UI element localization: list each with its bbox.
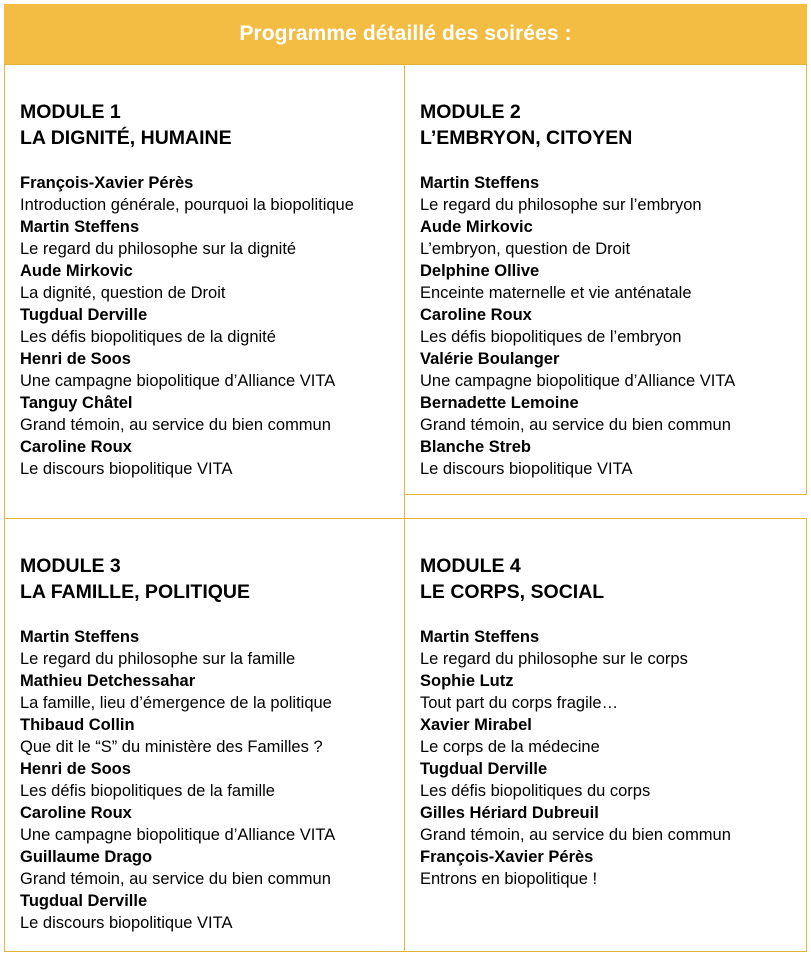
session-item	[420, 216, 802, 260]
speaker-name: Delphine Ollive	[420, 262, 540, 280]
speaker-name: Xavier Mirabel	[420, 716, 532, 734]
session-topic: Grand témoin, au service du bien commun	[20, 870, 331, 888]
speaker-name: Bernadette Lemoine	[420, 394, 579, 412]
module-label: MODULE 1	[20, 101, 121, 123]
session-item	[420, 714, 802, 758]
session-item	[420, 846, 802, 890]
speaker-name: Gilles Hériard Dubreuil	[420, 804, 599, 822]
session-item	[420, 348, 802, 392]
module-heading	[420, 99, 802, 151]
module-4-box	[404, 518, 807, 952]
module-content	[20, 99, 400, 480]
speaker-name: Guillaume Drago	[20, 848, 153, 866]
session-list	[20, 626, 400, 934]
session-item	[20, 260, 400, 304]
session-topic: Le discours biopolitique VITA	[20, 914, 233, 932]
session-topic: Le discours biopolitique VITA	[420, 460, 633, 478]
speaker-name: Tugdual Derville	[420, 760, 548, 778]
session-item	[20, 758, 400, 802]
session-topic: Grand témoin, au service du bien commun	[20, 416, 331, 434]
speaker-name: Tugdual Derville	[20, 892, 148, 910]
session-topic: Les défis biopolitiques de l’embryon	[420, 328, 682, 346]
session-topic: Une campagne biopolitique d’Alliance VITA	[20, 826, 336, 844]
session-topic: La famille, lieu d’émergence de la politique	[20, 694, 332, 712]
session-list	[20, 172, 400, 480]
speaker-name: Martin Steffens	[20, 628, 140, 646]
session-item	[420, 802, 802, 846]
session-item	[420, 392, 802, 436]
speaker-name: Caroline Roux	[20, 804, 132, 822]
speaker-name: Martin Steffens	[420, 174, 540, 192]
speaker-name: Martin Steffens	[420, 628, 540, 646]
session-item	[20, 304, 400, 348]
session-topic: Le regard du philosophe sur le corps	[420, 650, 688, 668]
session-item	[20, 392, 400, 436]
speaker-name: Henri de Soos	[20, 350, 131, 368]
session-topic: La dignité, question de Droit	[20, 284, 226, 302]
module-label: MODULE 3	[20, 555, 121, 577]
module-heading	[20, 99, 400, 151]
session-list	[420, 172, 802, 480]
session-item	[420, 260, 802, 304]
session-topic: Grand témoin, au service du bien commun	[420, 416, 731, 434]
session-topic: Le regard du philosophe sur l’embryon	[420, 196, 702, 214]
session-item	[420, 172, 802, 216]
speaker-name: Tugdual Derville	[20, 306, 148, 324]
module-1-box	[4, 64, 405, 519]
module-subtitle: LA DIGNITÉ, HUMAINE	[20, 127, 232, 149]
session-topic: Le regard du philosophe sur la famille	[20, 650, 296, 668]
session-topic: Une campagne biopolitique d’Alliance VITA	[20, 372, 336, 390]
module-heading	[420, 553, 802, 605]
speaker-name: François-Xavier Pérès	[20, 174, 194, 192]
module-heading	[20, 553, 400, 605]
session-topic: Enceinte maternelle et vie anténatale	[420, 284, 692, 302]
session-topic: Le regard du philosophe sur la dignité	[20, 240, 297, 258]
session-topic: Entrons en biopolitique !	[420, 870, 598, 888]
session-item	[20, 626, 400, 670]
module-content	[20, 553, 400, 934]
module-2-box	[404, 64, 807, 495]
module-subtitle: LE CORPS, SOCIAL	[420, 581, 605, 603]
speaker-name: Caroline Roux	[420, 306, 532, 324]
speaker-name: Caroline Roux	[20, 438, 132, 456]
speaker-name: Thibaud Collin	[20, 716, 135, 734]
module-content	[420, 99, 802, 480]
session-topic: Les défis biopolitiques du corps	[420, 782, 651, 800]
speaker-name: Aude Mirkovic	[420, 218, 533, 236]
session-topic: Grand témoin, au service du bien commun	[420, 826, 731, 844]
program-title: Programme détaillé des soirées :	[239, 22, 572, 45]
speaker-name: Martin Steffens	[20, 218, 140, 236]
session-list	[420, 626, 802, 890]
session-item	[20, 802, 400, 846]
speaker-name: Aude Mirkovic	[20, 262, 133, 280]
session-topic: Que dit le “S” du ministère des Familles ?	[20, 738, 323, 756]
speaker-name: Henri de Soos	[20, 760, 131, 778]
session-item	[20, 436, 400, 480]
module-label: MODULE 4	[420, 555, 521, 577]
session-item	[20, 890, 400, 934]
session-item	[420, 626, 802, 670]
session-item	[420, 436, 802, 480]
session-item	[20, 670, 400, 714]
session-topic: Tout part du corps fragile…	[420, 694, 619, 712]
module-subtitle: LA FAMILLE, POLITIQUE	[20, 581, 251, 603]
session-item	[20, 216, 400, 260]
speaker-name: Valérie Boulanger	[420, 350, 560, 368]
speaker-name: François-Xavier Pérès	[420, 848, 594, 866]
session-topic: Introduction générale, pourquoi la biopolitique	[20, 196, 354, 214]
module-3-box	[4, 518, 405, 952]
speaker-name: Tanguy Châtel	[20, 394, 133, 412]
session-topic: Les défis biopolitiques de la dignité	[20, 328, 276, 346]
speaker-name: Sophie Lutz	[420, 672, 514, 690]
program-header	[4, 4, 807, 64]
module-subtitle: L’EMBRYON, CITOYEN	[420, 127, 633, 149]
speaker-name: Mathieu Detchessahar	[20, 672, 196, 690]
session-topic: Le discours biopolitique VITA	[20, 460, 233, 478]
session-item	[420, 670, 802, 714]
session-item	[420, 304, 802, 348]
session-topic: L’embryon, question de Droit	[420, 240, 631, 258]
module-label: MODULE 2	[420, 101, 521, 123]
session-topic: Les défis biopolitiques de la famille	[20, 782, 275, 800]
session-topic: Une campagne biopolitique d’Alliance VITA	[420, 372, 736, 390]
session-item	[20, 172, 400, 216]
session-topic: Le corps de la médecine	[420, 738, 600, 756]
speaker-name: Blanche Streb	[420, 438, 531, 456]
module-content	[420, 553, 802, 890]
session-item	[20, 348, 400, 392]
session-item	[20, 846, 400, 890]
session-item	[420, 758, 802, 802]
session-item	[20, 714, 400, 758]
